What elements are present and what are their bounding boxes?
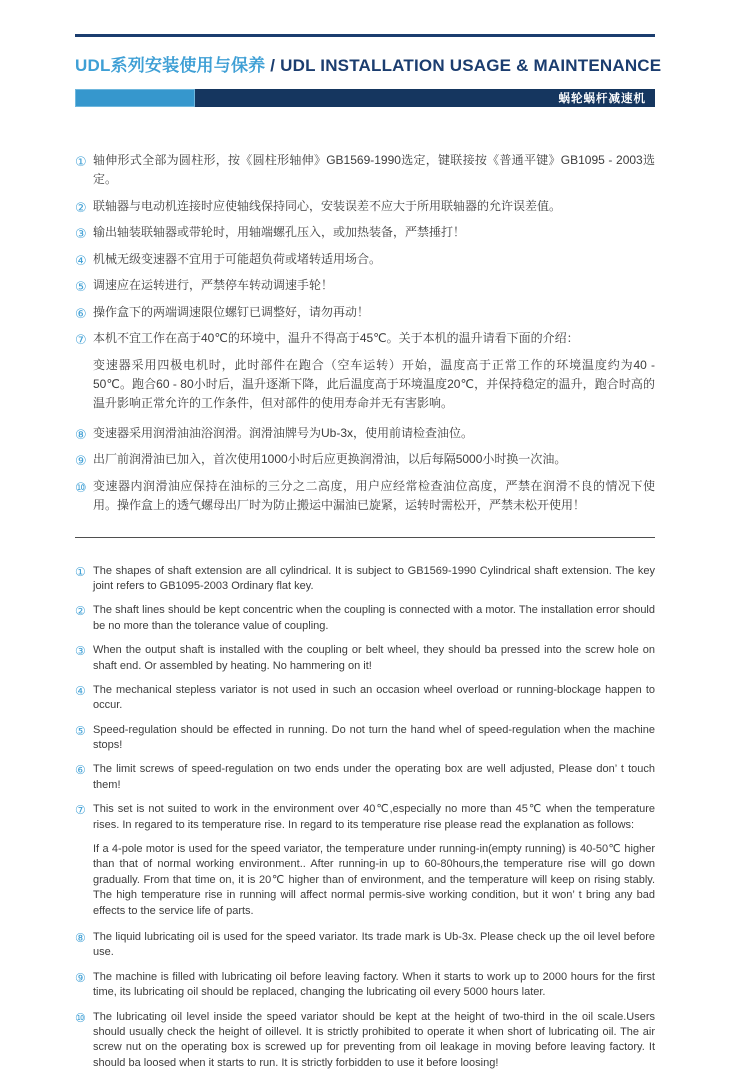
cn-item-9: [75, 450, 655, 469]
item-text: The limit screws of speed-regulation on two ends under the operating box are well adjusted, Please don’ t touch them!: [93, 763, 655, 791]
item-number-badge: ⑥: [75, 763, 86, 778]
item-number-badge: ②: [75, 199, 87, 215]
en-item-10: [75, 1010, 655, 1072]
header-band: [75, 89, 655, 107]
item-number-badge: ④: [75, 683, 86, 698]
cn-item-3: [75, 223, 655, 242]
item-text: 变速器内润滑油应保持在油标的三分之二高度，用户应经常检查油位高度，严禁在润滑不良的情况下使用。操作盒上的透气螺母出厂时为防止搬运中漏油已旋紧，运转时需松开，严禁未松开使用！: [93, 478, 655, 513]
header-top-rule: [75, 34, 655, 37]
page-title-separator: /: [265, 56, 281, 75]
item-number-badge: ④: [75, 252, 87, 268]
page-title-chinese: UDL系列安装使用与保养: [75, 56, 266, 75]
item-number-badge: ⑤: [75, 279, 87, 295]
item-text: 操作盒下的两端调速限位螺钉已调整好，请勿再动！: [93, 304, 370, 319]
item-number-badge: ③: [75, 226, 87, 242]
item-text: The mechanical stepless variator is not used in such an occasion wheel overload or running-blockage happen to occur.: [93, 683, 655, 712]
item-number-badge: ⑦: [75, 332, 87, 348]
cn-item-6: [75, 303, 655, 322]
item-text: 调速应在运转进行，严禁停车转动调速手轮！: [93, 278, 334, 293]
instructions-chinese: [75, 151, 655, 516]
en-item-5: [75, 723, 655, 754]
item-text: The shapes of shaft extension are all cylindrical. It is subject to GB1569-1990 Cylindrical shaft extension. The key joint refers to GB1095-2003 Ordinary flat key.: [93, 564, 655, 592]
item-text: The liquid lubricating oil is used for the speed variator. Its trade mark is Ub-3x. Please check up the oil level before use.: [93, 930, 655, 959]
cn-item-2: [75, 197, 655, 216]
en-item-1: [75, 564, 655, 595]
cn-item-5: [75, 276, 655, 295]
item-number-badge: ⑧: [75, 930, 86, 945]
cn-item-8: [75, 424, 655, 443]
item-number-badge: ⑧: [75, 426, 87, 442]
item-number-badge: ⑨: [75, 453, 87, 469]
item-number-badge: ②: [75, 604, 86, 619]
item-number-badge: ⑦: [75, 803, 86, 818]
item-text: 联轴器与电动机连接时应使轴线保持同心，安装误差不应大于所用联轴器的允许误差值。: [93, 198, 562, 213]
item-text: 机械无级变速器不宜用于可能超负荷或堵转适用场合。: [93, 251, 382, 266]
item-text: 出厂前润滑油已加入，首次使用1000小时后应更换润滑油，以后每隔5000小时换一次油。: [93, 452, 567, 467]
en-item-8: [75, 930, 655, 961]
item-number-badge: ③: [75, 644, 86, 659]
document-page: [75, 0, 662, 1080]
en-item-7-explanation: If a 4-pole motor is used for the speed variator, the temperature under running-in(empty running) is 40-50℃ higher than that of normal working environment.. After running-in up to 60-80hours,the temperature rise will go down gradually. From that time on, it is 20℃ higher than of environment, and the temperature will keep on rising stably. The high temperature rise in running will affect normal permis-sive working condition, but it won’ t bring any bad effects to the service life of parts.: [93, 843, 655, 917]
item-text: 本机不宜工作在高于40℃的环境中，温升不得高于45℃。关于本机的温升请看下面的介绍：: [93, 331, 579, 346]
en-item-9: [75, 970, 655, 1001]
item-text: The machine is filled with lubricating oil before leaving factory. When it starts to work up to 2000 hours for the first time, its lubricating oil should be replaced, changing the lubricating oil every 5000 hours later.: [93, 970, 655, 999]
item-text: 轴伸形式全部为圆柱形，按《圆柱形轴伸》GB1569-1990选定，键联接按《普通平键》GB1095 - 2003选定。: [93, 153, 655, 187]
item-text: The shaft lines should be kept concentric when the coupling is connected with a motor. The installation error should be no more than the tolerance value of coupling.: [93, 604, 655, 632]
product-category-label: 蜗轮蜗杆减速机: [558, 93, 646, 105]
item-text: 变速器采用润滑油油浴润滑。润滑油牌号为Ub-3x，使用前请检查油位。: [93, 425, 474, 440]
en-item-7: [75, 802, 655, 833]
cn-item-1: [75, 151, 655, 190]
item-number-badge: ⑥: [75, 305, 87, 321]
cn-item-7-explanation: 变速器采用四极电机时，此时部件在跑合（空车运转）开始，温度高于正常工作的环境温度约为40 - 50℃。跑合60 - 80小时后，温升逐渐下降，此后温度高于环境温度20℃，并保持稳定的温升，跑合时高的温升影响正常允许的工作条件，但对部件的使用寿命并无有害影响。: [93, 357, 655, 411]
cn-item-4: [75, 250, 655, 269]
cn-item-7: [75, 329, 655, 348]
item-text: When the output shaft is installed with the coupling or belt wheel, they should ba pressed into the screw hole on shaft end. Or assembled by heating. No hammering on it!: [93, 644, 655, 672]
item-number-badge: ①: [75, 154, 87, 169]
instructions-english: [75, 564, 655, 1072]
page-title-english: UDL INSTALLATION USAGE & MAINTENANCE: [280, 56, 662, 75]
item-number-badge: ⑤: [75, 723, 86, 738]
item-number-badge: ⑩: [75, 1010, 86, 1025]
en-item-6: [75, 762, 655, 793]
header-band-accent-block: [75, 89, 195, 107]
en-item-4: [75, 683, 655, 714]
item-text: The lubricating oil level inside the speed variator should be kept at the height of two-third in the oil scale.Users should usually check the height of oillevel. It is strictly prohibited to operate it when short of lubricating oil. The air screw nut on the operating box is screwed up for preventing from oil leakage in moving before leaving factory. It should ba loosed when it starts to run. It is strictly forbidden to use it before loosing!: [93, 1010, 655, 1069]
item-number-badge: ⑩: [75, 479, 87, 495]
page-title: [75, 51, 662, 76]
section-divider: [75, 537, 655, 538]
item-number-badge: ①: [75, 564, 86, 579]
item-text: 输出轴装联轴器或带轮时，用轴端螺孔压入，或加热装备，严禁捶打！: [93, 225, 466, 240]
header-band-label-area: [195, 89, 655, 107]
en-item-2: [75, 603, 655, 634]
cn-item-10: [75, 477, 655, 516]
item-number-badge: ⑨: [75, 970, 86, 985]
item-text: Speed-regulation should be effected in running. Do not turn the hand whel of speed-regulation when the machine stops!: [93, 723, 655, 752]
item-text: This set is not suited to work in the environment over 40℃,especially no more than 45℃ when the temperature rises. In regared to its temperature rise. In regard to its temperature rise please read the explanation as follows:: [93, 803, 655, 831]
en-item-3: [75, 643, 655, 674]
